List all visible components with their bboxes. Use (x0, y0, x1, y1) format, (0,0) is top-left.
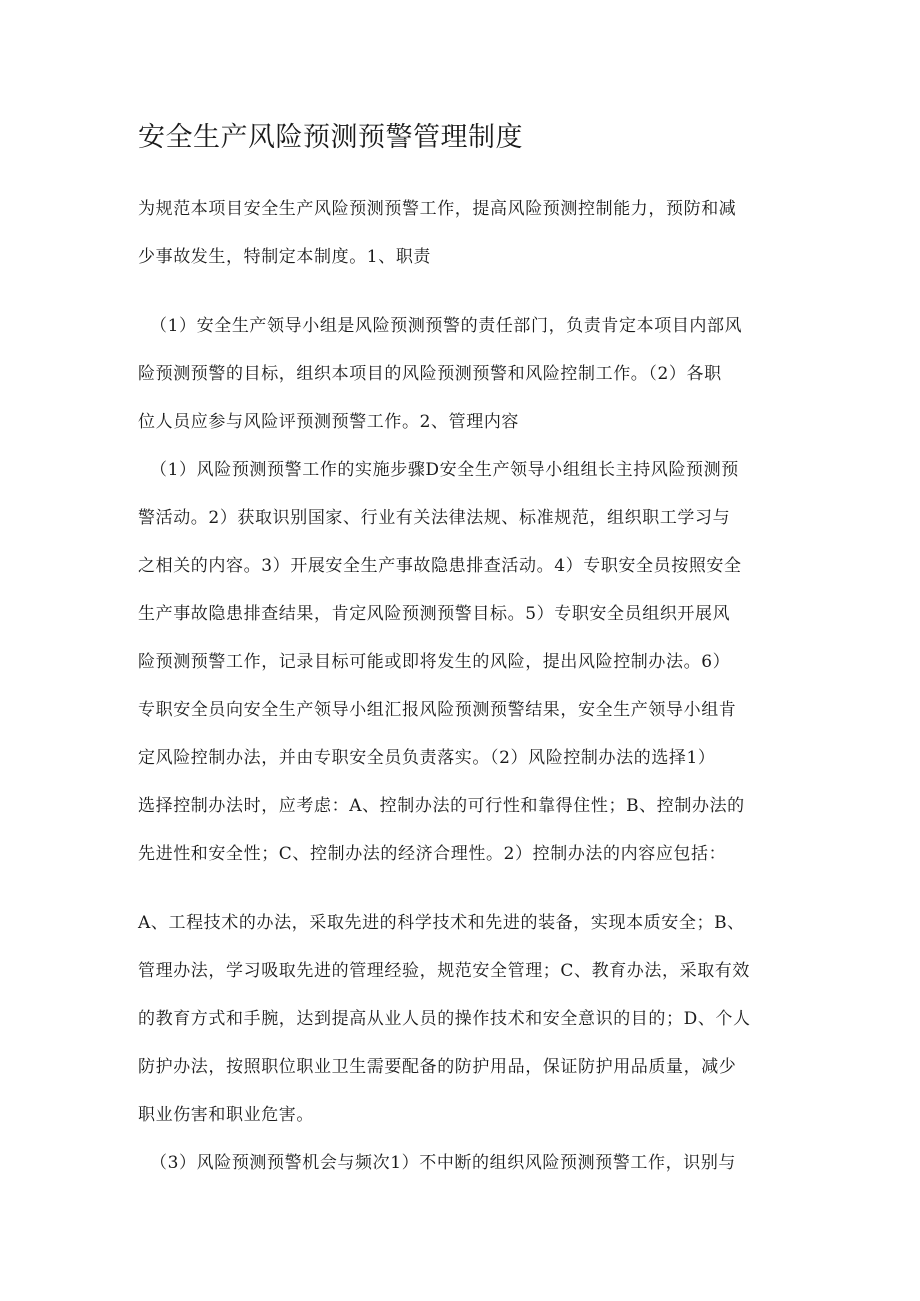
text-line: 为规范本项目安全生产风险预测预警工作，提高风险预测控制能力，预防和减 (138, 199, 737, 219)
text-line: 的教育方式和手腕，达到提高从业人员的操作技术和安全意识的目的；D、个人 (138, 1009, 751, 1029)
text-line: 之相关的内容。3）开展安全生产事故隐患排查活动。4）专职安全员按照安全 (138, 556, 742, 576)
text-line: （3）风险预测预警机会与频次1）不中断的组织风险预测预警工作，识别与 (150, 1153, 737, 1173)
text-line: 位人员应参与风险评预测预警工作。2、管理内容 (138, 412, 520, 432)
text-line: 职业伤害和职业危害。 (138, 1105, 314, 1125)
text-line: 险预测预警的目标，组织本项目的风险预测预警和风险控制工作。（2）各职 (138, 364, 722, 384)
text-line: 生产事故隐患排查结果，肯定风险预测预警目标。5）专职安全员组织开展风 (138, 604, 731, 624)
text-line: （1）安全生产领导小组是风险预测预警的责任部门，负责肯定本项目内部风 (150, 316, 743, 336)
text-line: 专职安全员向安全生产领导小组汇报风险预测预警结果，安全生产领导小组肯 (138, 700, 737, 720)
document-title: 安全生产风险预测预警管理制度 (138, 122, 523, 153)
text-line: 少事故发生，特制定本制度。1、职责 (138, 247, 432, 267)
text-line: A、工程技术的办法，采取先进的科学技术和先进的装备，实现本质安全；B、 (138, 913, 745, 933)
text-line: 先进性和安全性；C、控制办法的经济合理性。2）控制办法的内容应包括： (138, 844, 727, 864)
text-line: 选择控制办法时，应考虑：A、控制办法的可行性和靠得住性；B、控制办法的 (138, 796, 745, 816)
text-line: 警活动。2）获取识别国家、行业有关法律法规、标准规范，组织职工学习与 (138, 508, 731, 528)
text-line: 管理办法，学习吸取先进的管理经验，规范安全管理；C、教育办法，采取有效 (138, 961, 751, 981)
text-line: 防护办法，按照职位职业卫生需要配备的防护用品，保证防护用品质量，减少 (138, 1057, 737, 1077)
text-line: 定风险控制办法，并由专职安全员负责落实。（2）风险控制办法的选择1） (138, 748, 716, 768)
text-line: （1）风险预测预警工作的实施步骤D安全生产领导小组组长主持风险预测预 (150, 460, 739, 480)
text-line: 险预测预警工作，记录目标可能或即将发生的风险，提出风险控制办法。6） (138, 652, 731, 672)
